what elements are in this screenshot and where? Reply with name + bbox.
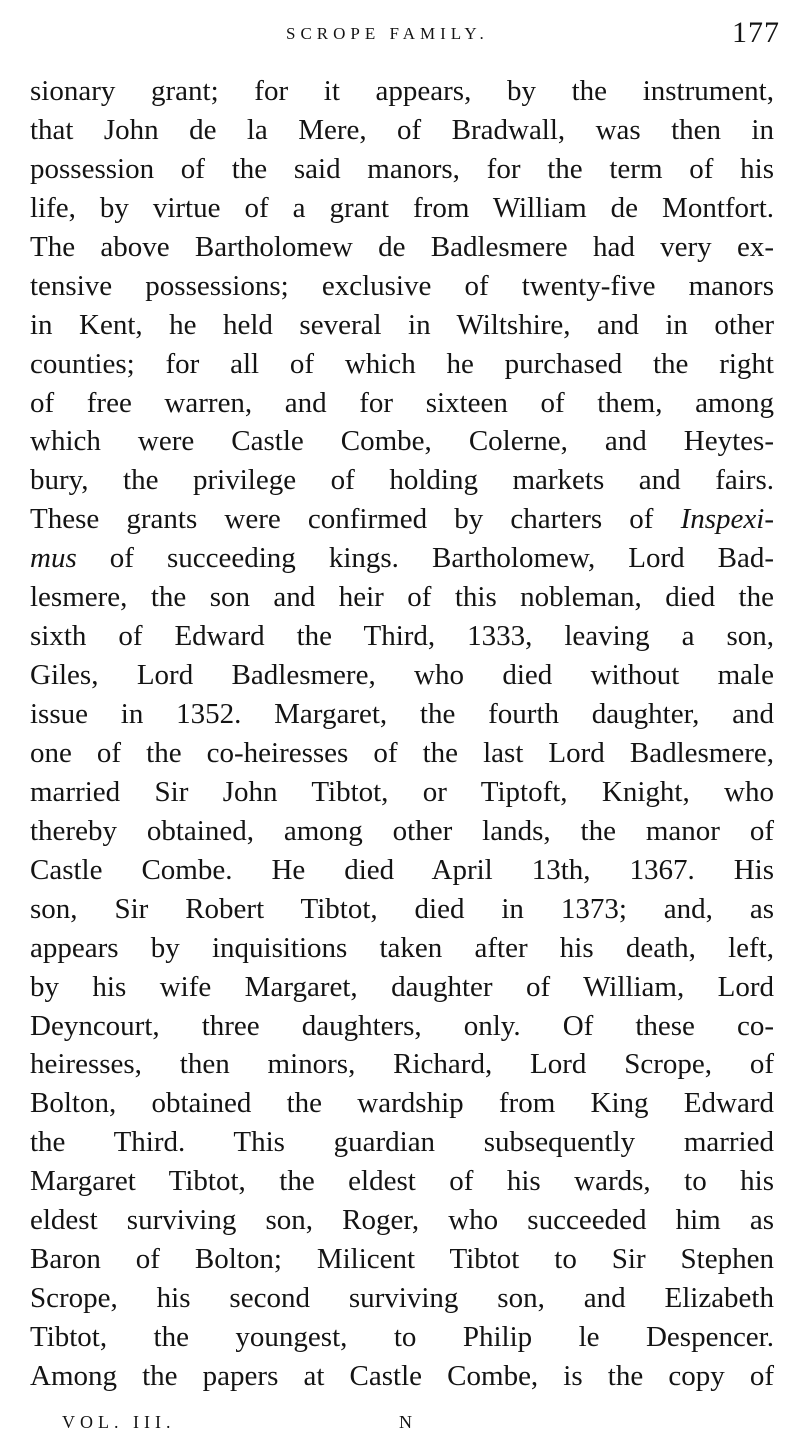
text-line: issue in 1352. Margaret, the fourth daughter, and — [30, 698, 774, 730]
text-line: married Sir John Tibtot, or Tiptoft, Knight, who — [30, 775, 774, 808]
text-line: eldest surviving son, Roger, who succeeded him as — [30, 1204, 774, 1237]
text-line: The above Bartholomew de Badlesmere had very ex- — [30, 230, 774, 263]
text-line-with-italic — [30, 539, 774, 578]
text-line: by his wife Margaret, daughter of William, Lord — [30, 970, 774, 1003]
text-line: Baron of Bolton; Milicent Tibtot to Sir Stephen — [30, 1243, 774, 1276]
text-line: Margaret Tibtot, the eldest of his wards, to his — [30, 1165, 774, 1198]
text-line: sixth of Edward the Third, 1333, leaving a son, — [30, 620, 774, 653]
text-line: Deyncourt, three daughters, only. Of these co- — [30, 1009, 774, 1042]
text-line: counties; for all of which he purchased the right — [30, 347, 774, 380]
text-line: life, by virtue of a grant from William de Montfort. — [30, 191, 774, 224]
text-line: sionary grant; for it appears, by the instrument, — [30, 75, 774, 107]
text-line: in Kent, he held several in Wiltshire, and in other — [30, 308, 774, 341]
text-line: bury, the privilege of holding markets and fairs. — [30, 464, 774, 497]
volume-mark: VOL. III. — [62, 1412, 176, 1432]
text-line: Among the papers at Castle Combe, is the copy of — [30, 1359, 774, 1392]
text-line: tensive possessions; exclusive of twenty-five manors — [30, 269, 774, 302]
text-line-with-italic — [30, 500, 774, 539]
text-line: that John de la Mere, of Bradwall, was then in — [30, 113, 774, 146]
text-line: son, Sir Robert Tibtot, died in 1373; and, as — [30, 892, 774, 925]
text-line: one of the co-heiresses of the last Lord Badlesmere, — [30, 736, 774, 769]
text-line: the Third. This guardian subsequently married — [30, 1126, 774, 1159]
page-footer — [0, 1412, 800, 1442]
body-text — [30, 72, 774, 1396]
text-line: Scrope, his second surviving son, and Elizabeth — [30, 1282, 774, 1315]
text-segment: These grants were confirmed by charters of — [30, 503, 654, 536]
text-line: which were Castle Combe, Colerne, and Heytes- — [30, 425, 774, 458]
text-line: thereby obtained, among other lands, the manor of — [30, 814, 774, 847]
text-line: Giles, Lord Badlesmere, who died without male — [30, 659, 774, 692]
text-line: possession of the said manors, for the term of his — [30, 152, 774, 185]
signature-mark: N — [399, 1412, 412, 1432]
text-line: of free warren, and for sixteen of them, among — [30, 386, 774, 419]
page-number: 177 — [732, 16, 780, 49]
text-line: lesmere, the son and heir of this nobleman, died the — [30, 581, 774, 614]
running-head — [0, 14, 800, 54]
text-line: appears by inquisitions taken after his death, left, — [30, 931, 774, 964]
italic-term: mus — [30, 542, 77, 575]
text-line: heiresses, then minors, Richard, Lord Scrope, of — [30, 1048, 774, 1081]
text-line: Bolton, obtained the wardship from King Edward — [30, 1087, 774, 1120]
text-line: Castle Combe. He died April 13th, 1367. His — [30, 853, 774, 886]
text-line: Tibtot, the youngest, to Philip le Despencer. — [30, 1321, 774, 1353]
running-title: SCROPE FAMILY. — [286, 24, 489, 43]
italic-term: Inspexi- — [680, 503, 775, 536]
text-segment: of succeeding kings. Bartholomew, Lord Bad- — [109, 542, 775, 575]
